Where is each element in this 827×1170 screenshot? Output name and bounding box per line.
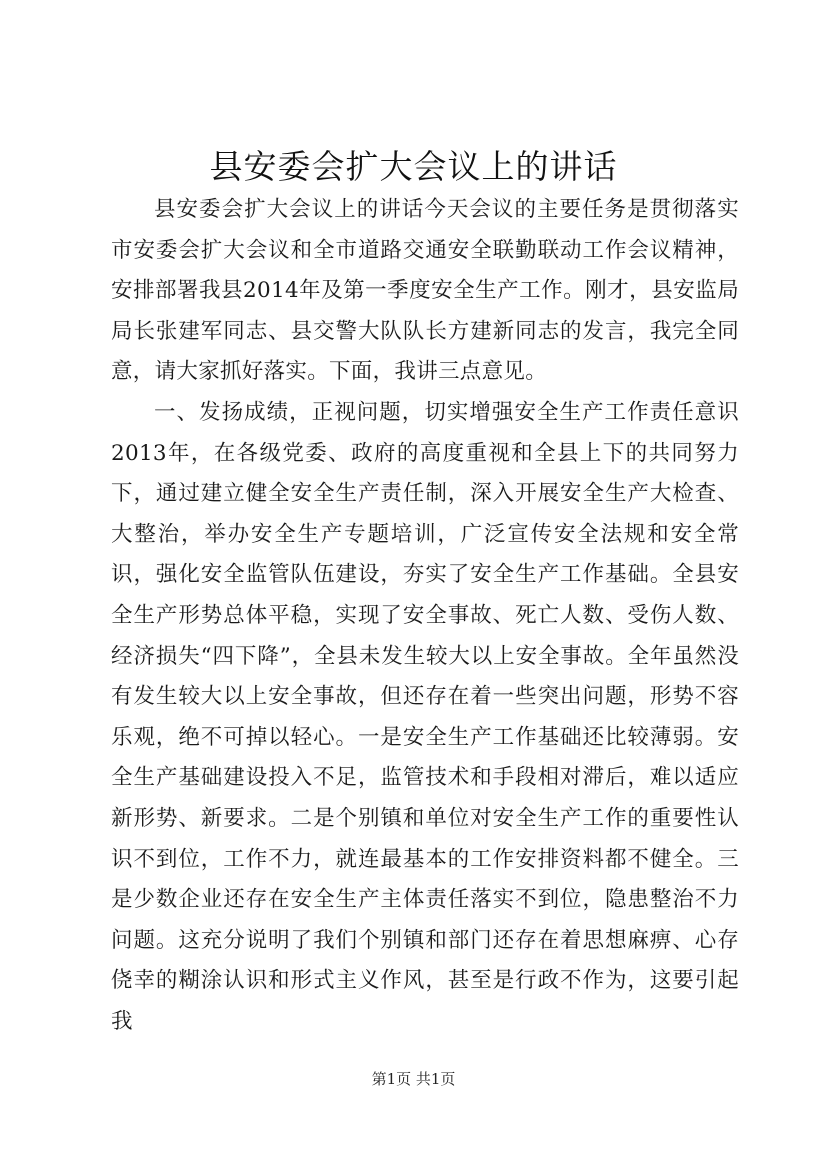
document-body [111, 190, 739, 1042]
page-footer: 第1页 共1页 [371, 1070, 456, 1088]
paragraph: 县安委会扩大会议上的讲话今天会议的主要任务是贯彻落实市安委会扩大会议和全市道路交通安全联勤联动工作会议精神，安排部署我县2014年及第一季度安全生产工作。刚才，县安监局局长张建军同志、县交警大队队长方建新同志的发言，我完全同意，请大家抓好落实。下面，我讲三点意见。 [111, 197, 739, 385]
document-title: 县安委会扩大会议上的讲话 [209, 147, 618, 186]
paragraph: 一、发扬成绩，正视问题，切实增强安全生产工作责任意识2013年，在各级党委、政府的高度重视和全县上下的共同努力下，通过建立健全安全生产责任制，深入开展安全生产大检查、大整治，举办安全生产专题培训，广泛宣传安全法规和安全常识，强化安全监管队伍建设，夯实了安全生产工作基础。全县安全生产形势总体平稳，实现了安全事故、死亡人数、受伤人数、经济损失“四下降”，全县未发生较大以上安全事故。全年虽然没有发生较大以上安全事故，但还存在着一些突出问题，形势不容乐观，绝不可掉以轻心。一是安全生产工作基础还比较薄弱。安全生产基础建设投入不足，监管技术和手段相对滞后，难以适应新形势、新要求。二是个别镇和单位对安全生产工作的重要性认识不到位，工作不力，就连最基本的工作安排资料都不健全。三是少数企业还存在安全生产主体责任落实不到位，隐患整治不力问题。这充分说明了我们个别镇和部门还存在着思想麻痹、心存侥幸的糊涂认识和形式主义作风，甚至是行政不作为，这要引起我 [111, 399, 739, 1034]
